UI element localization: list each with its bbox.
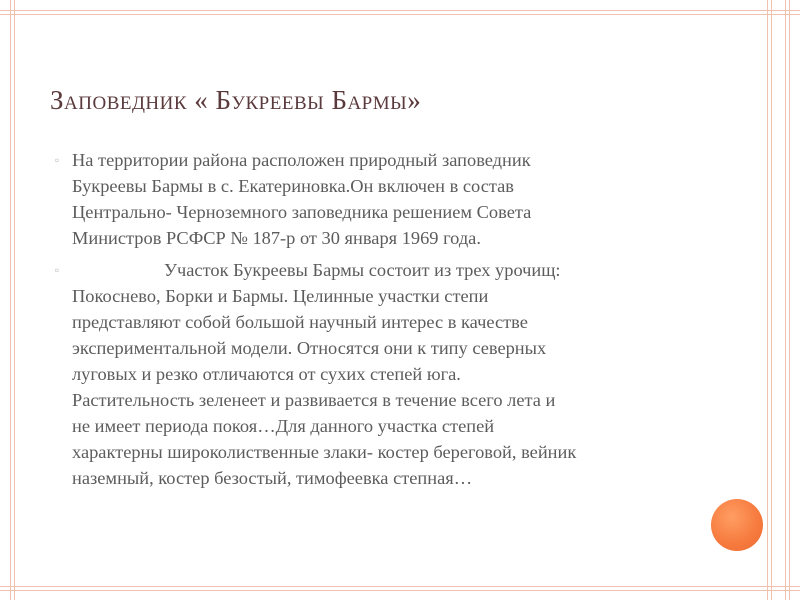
- frame-top-line: [0, 10, 800, 11]
- frame-right-line-2: [771, 0, 772, 600]
- bullet-text-line: представляют собой большой научный интерес в качестве: [72, 312, 528, 332]
- bullet-text-line: не имеет периода покоя…Для данного участка степей: [72, 416, 495, 436]
- bullet-item: [50, 147, 690, 251]
- square-bullet-icon: ▫: [54, 263, 60, 277]
- frame-right-line-3: [785, 0, 786, 600]
- decorative-circle: [711, 499, 763, 551]
- square-bullet-icon: ▫: [54, 153, 60, 167]
- frame-left-line: [10, 0, 11, 600]
- bullet-list: [50, 147, 690, 497]
- bullet-text-line: Центрально- Черноземного заповедника решением Совета: [72, 202, 532, 222]
- bullet-text-line: луговых и резко отличаются от сухих степей юга.: [72, 364, 461, 384]
- bullet-text-line: Букреевы Бармы в с. Екатериновка.Он включен в состав: [72, 176, 514, 196]
- bullet-text-line: наземный, костер безостый, тимофеевка степная…: [72, 468, 473, 488]
- frame-left-line-2: [14, 0, 15, 600]
- slide-title: Заповедник « Букреевы Бармы»: [50, 85, 422, 115]
- bullet-text-line: экспериментальной модели. Относятся они к типу северных: [72, 338, 547, 358]
- bullet-text-line: Покоснево, Борки и Бармы. Целинные участки степи: [72, 286, 489, 306]
- frame-bottom-line-2: [0, 590, 800, 591]
- bullet-text-line: На территории района расположен природный заповедник: [72, 150, 531, 170]
- frame-right-line-4: [789, 0, 790, 600]
- bullet-text-line: Участок Букреевы Бармы состоит из трех урочищ:: [164, 260, 561, 280]
- frame-bottom-line: [0, 586, 800, 587]
- bullet-item: [50, 257, 690, 491]
- bullet-text-line: Министров РСФСР № 187-р от 30 января 1969 года.: [72, 228, 481, 248]
- frame-top-line-2: [0, 14, 800, 15]
- bullet-text-line: Растительность зеленеет и развивается в течение всего лета и: [72, 390, 556, 410]
- frame-right-line: [767, 0, 768, 600]
- bullet-text-line: характерны широколиственные злаки- костер береговой, вейник: [72, 442, 577, 462]
